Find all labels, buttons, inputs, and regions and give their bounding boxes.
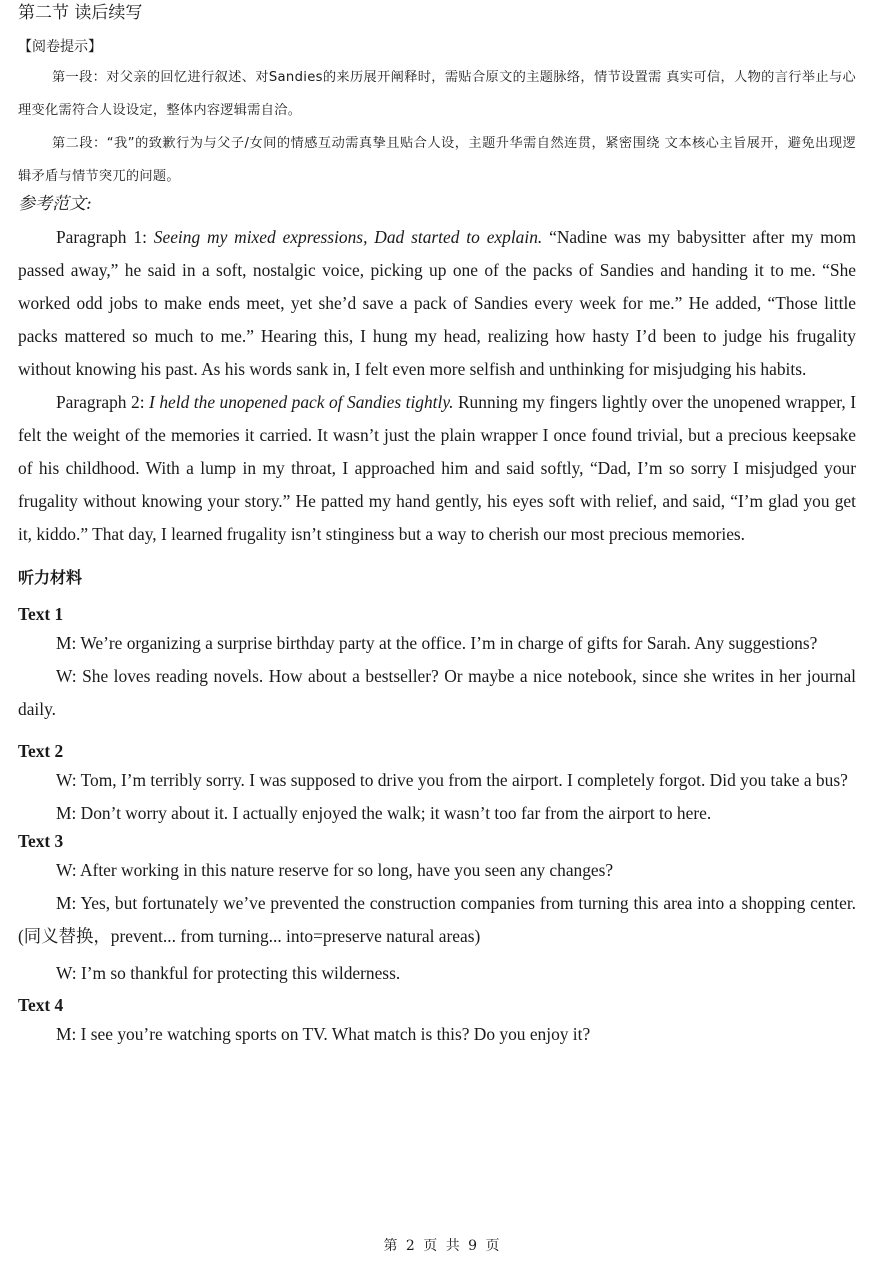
dialog-line: W: I’m so thankful for protecting this wilderness.	[56, 963, 401, 983]
document-page	[18, 0, 856, 1051]
dialog-line: M: Yes, but fortunately we’ve prevented the construction companies from turning this area into a shopping center. (同义替换，prevent... from turning... into=preserve natural areas)	[18, 893, 856, 946]
dialog-line: W: After working in this nature reserve for so long, have you seen any changes?	[56, 860, 614, 880]
reference-paragraph-2	[18, 386, 856, 551]
reference-paragraph-1	[18, 221, 856, 386]
dialog-line: W: She loves reading novels. How about a bestseller? Or maybe a nice notebook, since she writes in her journal daily.	[18, 666, 856, 719]
text-3-label: Text 3	[18, 831, 64, 851]
section-title: 第二节 读后续写	[18, 3, 143, 23]
paragraph-body: “Nadine was my babysitter after my mom passed away,” he said in a soft, nostalgic voice, picking up one of the packs of Sandies and handing it to me. “She worked odd jobs to make ends meet, yet she’d save a pack of Sandies every week for me.” He added, “Those little packs mattered so much to me.” Hearing this, I hung my head, realizing how hasty I’d been to judge his frugality without knowing his past. As his words sank in, I felt even more selfish and unthinking for misjudging his habits.	[18, 227, 856, 379]
paragraph-label: Paragraph 1:	[56, 227, 154, 247]
text-1-label: Text 1	[18, 604, 64, 624]
reference-title: 参考范文:	[18, 194, 92, 214]
tips-paragraph-2: 第二段：“我”的致歉行为与父子/女间的情感互动需真挚且贴合人设，主题升华需自然连贯，紧密围绕 文本核心主旨展开，避免出现逻辑矛盾与情节突兀的问题。	[18, 136, 856, 184]
tips-block	[18, 61, 856, 193]
paragraph-label: Paragraph 2:	[56, 392, 150, 412]
dialog-line: M: Don’t worry about it. I actually enjoyed the walk; it wasn’t too far from the airport to here.	[56, 803, 712, 823]
paragraph-body: Running my fingers lightly over the unopened wrapper, I felt the weight of the memories it carried. It wasn’t just the plain wrapper I once found trivial, but a precious keepsake of his childhood. With a lump in my throat, I approached him and said softly, “Dad, I’m so sorry I misjudged your frugality without knowing your story.” He patted my hand gently, his eyes soft with relief, and said, “I’m glad you get it, kiddo.” That day, I learned frugality isn’t stinginess but a way to cherish our most precious memories.	[18, 392, 856, 544]
text-4-label: Text 4	[18, 995, 64, 1015]
text-2-label: Text 2	[18, 741, 64, 761]
dialog-line: M: I see you’re watching sports on TV. What match is this? Do you enjoy it?	[56, 1024, 591, 1044]
paragraph-opening-sentence: Seeing my mixed expressions, Dad started to explain.	[153, 227, 543, 247]
tips-title: 【阅卷提示】	[18, 39, 102, 55]
page-number-footer: 第 2 页 共 9 页	[383, 1238, 502, 1254]
dialog-line: M: We’re organizing a surprise birthday party at the office. I’m in charge of gifts for Sarah. Any suggestions?	[56, 633, 818, 653]
listening-title: 听力材料	[18, 568, 83, 587]
paragraph-opening-sentence: I held the unopened pack of Sandies tightly.	[149, 392, 454, 412]
dialog-line: W: Tom, I’m terribly sorry. I was supposed to drive you from the airport. I completely forgot. Did you take a bus?	[56, 770, 848, 790]
tips-paragraph-1: 第一段：对父亲的回忆进行叙述、对Sandies的来历展开阐释时，需贴合原文的主题脉络，情节设置需 真实可信，人物的言行举止与心理变化需符合人设设定，整体内容逻辑需自洽。	[18, 70, 856, 118]
